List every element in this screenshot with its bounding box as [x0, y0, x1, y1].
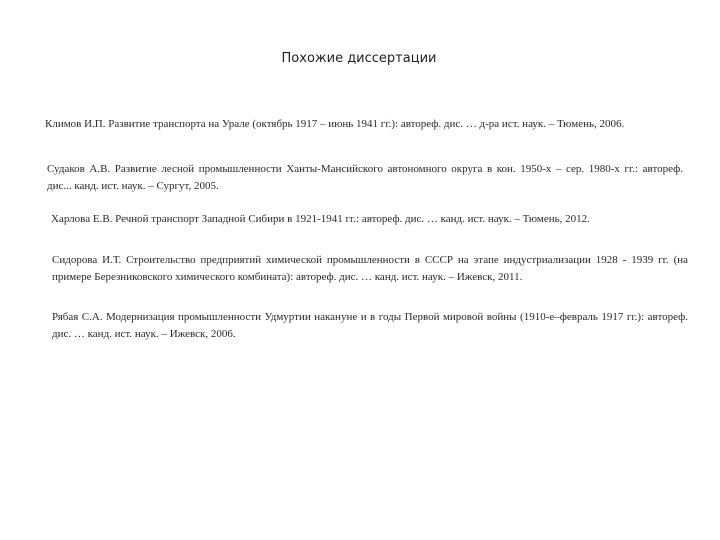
page-title — [0, 51, 720, 66]
bibliography-entry: Климов И.П. Развитие транспорта на Урале (октябрь 1917 – июнь 1941 гг.): автореф. дис. … д-ра ист. наук. – Тюмень, 2006. — [45, 118, 625, 130]
bibliography-entry: Харлова Е.В. Речной транспорт Западной Сибири в 1921-1941 гг.: автореф. дис. … канд. ист. наук. – Тюмень, 2012. — [51, 213, 590, 225]
bibliography-entry: Судаков А.В. Развитие лесной промышленности Ханты-Мансийского автономного округа в кон. 1950-х – сер. 1980-х гг.: автореф. дис... канд. ист. наук. – Сургут, 2005. — [47, 163, 683, 192]
bibliography-entry: Сидорова И.Т. Строительство предприятий химической промышленности в СССР на этапе индустриализации 1928 - 1939 гг. (на примере Березниковского химического комбината): автореф. дис. … канд. ист. наук. – Ижевск, 2011. — [52, 254, 688, 283]
bibliography-entry: Рябая С.А. Модернизация промышленности Удмуртии накануне и в годы Первой мировой войны (1910-е–февраль 1917 гг.): автореф. дис. … канд. ист. наук. – Ижевск, 2006. — [52, 311, 688, 340]
page-title-text: Похожие диссертации — [281, 51, 437, 66]
